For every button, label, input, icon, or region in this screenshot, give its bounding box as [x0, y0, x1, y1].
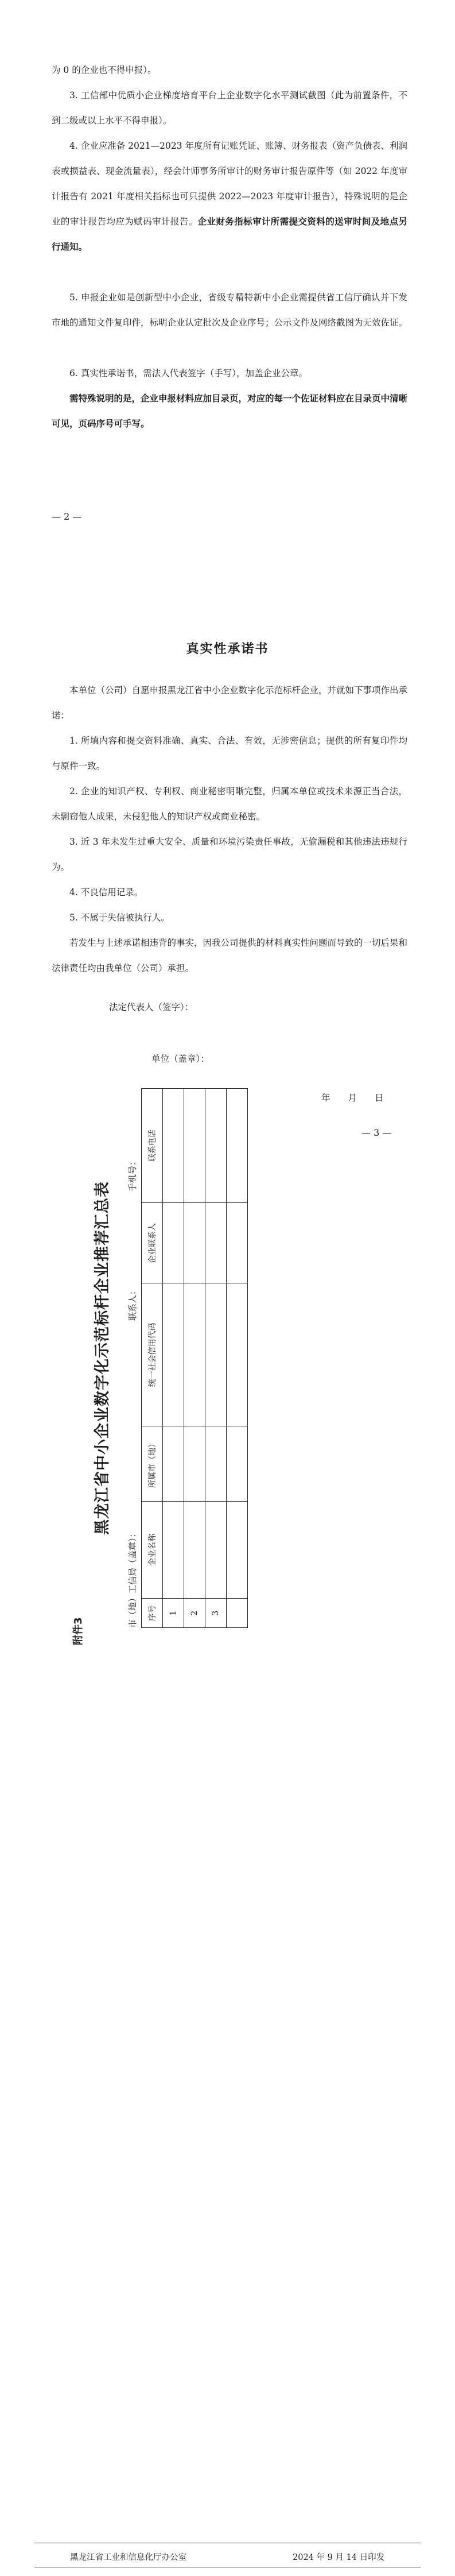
item-4-text: 4. 企业应准备 2021—2023 年度所有记账凭证、账簿、财务报表（资产负债表、利润表或损益表、现金流量表），经会计师事务所审计的财务审计报告原件等（如 2022 年度审计报告有 2021 年度相关指标也可只提供 2022—2023 年度审计报告），特殊说明的是企业的审计报告均应为赋码审计报告。 — [52, 141, 407, 227]
commitment-item-2: 2. 企业的知识产权、专利权、商业秘密明晰完整，归属本单位或技术来源正当合法，未剽窃他人成果，未侵犯他人的知识产权或商业秘密。 — [52, 786, 407, 822]
legal-representative-signature: 法定代表人（签字）： — [109, 1002, 194, 1012]
print-date: 2024 年 9 月 14 日印发 — [293, 2553, 385, 2562]
table-cell — [205, 1426, 227, 1501]
unit-seal: 单位（盖章）： — [151, 1054, 209, 1064]
annex-label: 附件3 — [72, 1617, 84, 1645]
table-cell: 2 — [184, 1599, 205, 1628]
item-4-notice: 企业财务指标审计所需提交资料的送审时间及地点另行通知。 — [52, 216, 407, 252]
page-number: — 3 — — [361, 1127, 392, 1138]
table-cell — [163, 1203, 184, 1283]
recommendation-table — [141, 1088, 248, 1628]
table-cell — [163, 1089, 184, 1203]
paragraph-item-6: 6. 真实性承诺书，需法人代表签字（手写），加盖企业公章。 — [69, 368, 308, 378]
commitment-item-4: 4. 不良信用记录。 — [69, 887, 143, 898]
table-cell — [205, 1089, 227, 1203]
commitment-closing: 若发生与上述承诺相违背的事实，因我公司提供的材料真实性问题而导致的一切后果和法律责任均由我单位（公司）承担。 — [52, 938, 408, 973]
table-cell — [227, 1203, 248, 1283]
table-cell — [184, 1426, 205, 1501]
table-cell — [184, 1283, 205, 1426]
header-cell: 统一社会信用代码 — [142, 1283, 163, 1426]
table-cell — [227, 1426, 248, 1501]
header-cell: 企业联系人 — [142, 1203, 163, 1283]
city-bureau-label: 市（地）工信局（盖章）： — [127, 1529, 138, 1628]
table-row — [205, 1089, 227, 1628]
table-cell — [205, 1203, 227, 1283]
issuing-office: 黑龙江省工业和信息化厅办公室 — [70, 2553, 186, 2562]
table-cell — [227, 1501, 248, 1599]
table-row — [184, 1089, 205, 1628]
table-cell: 3 — [205, 1599, 227, 1628]
annex-title: 黑龙江省中小企业数字化示范标杆企业推荐汇总表 — [94, 1181, 111, 1535]
commitment-item-1: 1. 所填内容和提交资料准确、真实、合法、有效，无涉密信息；提供的所有复印件均与原件一致。 — [52, 736, 407, 771]
commitment-item-3: 3. 近 3 年未发生过重大安全、质量和环境污染责任事故，无偷漏税和其他违法违规行为。 — [52, 837, 407, 872]
paragraph-special-note: 需特殊说明的是，企业申报材料应加目录页，对应的每一个佐证材料应在目录页中清晰可见，页码序号可手写。 — [52, 393, 408, 429]
table-header-row — [142, 1089, 163, 1628]
paragraph-item-5: 5. 申报企业如是创新型中小企业，省级专精特新中小企业需提供省工信厅确认并下发市地的通知文件复印件，标明企业认定批次及企业序号；公示文件及网络截图为无效佐证。 — [52, 292, 408, 328]
table-cell — [163, 1501, 184, 1599]
table-cell — [184, 1089, 205, 1203]
page-number: — 2 — — [52, 511, 82, 522]
table-cell — [163, 1426, 184, 1501]
header-cell: 所属市（地） — [142, 1426, 163, 1501]
paragraph-item-4 — [52, 133, 407, 260]
commitment-intro: 本单位（公司）自愿申报黑龙江省中小企业数字化示范标杆企业，并就如下事项作出承诺： — [52, 685, 408, 721]
contact-label: 联系人： — [127, 1286, 138, 1321]
table-cell — [184, 1501, 205, 1599]
table-cell: 1 — [163, 1599, 184, 1628]
table-row — [227, 1089, 248, 1628]
sign-date: 年 月 日 — [321, 1093, 384, 1103]
header-cell: 联系电话 — [142, 1089, 163, 1203]
header-cell: 序号 — [142, 1599, 163, 1628]
table-cell — [205, 1501, 227, 1599]
commitment-item-5: 5. 不属于失信被执行人。 — [69, 912, 170, 923]
table-row — [163, 1089, 184, 1628]
table-cell — [184, 1203, 205, 1283]
table-cell — [163, 1283, 184, 1426]
annex-3-page — [67, 1071, 388, 1645]
paragraph-item-3: 3. 工信部中优质小企业梯度培育平台上企业数字化水平测试截图（此为前置条件，不到二级或以上水平不得申报）。 — [52, 90, 407, 126]
table-cell — [227, 1283, 248, 1426]
phone-label: 手机号： — [127, 1157, 138, 1192]
paragraph: 为 0 的企业也不得申报）。 — [52, 65, 157, 75]
commitment-title: 真实性承诺书 — [186, 641, 269, 656]
table-cell — [227, 1089, 248, 1203]
table-cell — [227, 1599, 248, 1628]
header-cell: 企业名称 — [142, 1501, 163, 1599]
table-cell — [205, 1283, 227, 1426]
